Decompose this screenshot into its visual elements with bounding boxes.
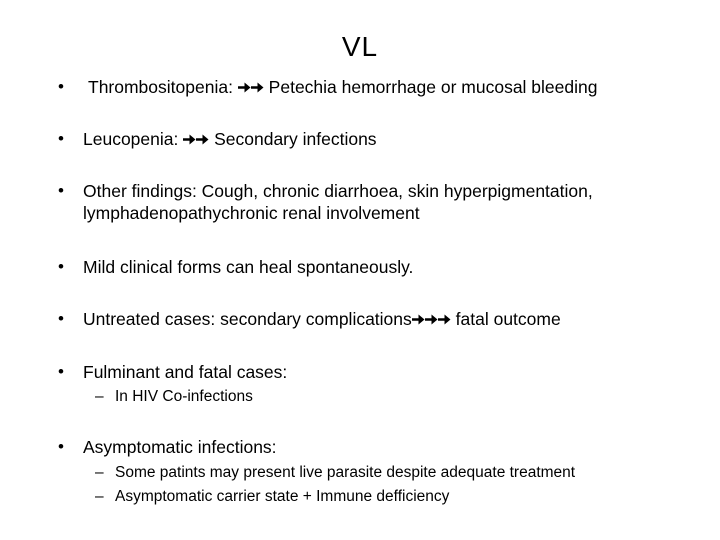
dash-glyph: – — [95, 388, 104, 405]
dash-glyph: – — [95, 488, 104, 505]
slide-title: VL — [341, 31, 379, 62]
right-arrow-icon — [238, 81, 251, 94]
bullet-text-result: Secondary infections — [209, 129, 377, 149]
bullet-text — [83, 180, 703, 224]
bullet-text-result: Petechia hemorrhage or mucosal bleeding — [263, 77, 598, 97]
right-arrow-icon — [425, 313, 438, 326]
bullet-glyph: • — [58, 129, 64, 148]
bullet-text: Fulminant and fatal cases: — [83, 362, 288, 382]
bullet-glyph: • — [58, 309, 64, 328]
bullet-glyph: • — [58, 77, 64, 96]
bullet-glyph: • — [58, 437, 64, 456]
bullet-glyph: • — [58, 362, 64, 381]
sub-item-text: Asymptomatic carrier state + Immune defficiency — [115, 488, 450, 505]
bullet-text-result: fatal outcome — [450, 309, 561, 329]
bullet-text-lead: Thrombositopenia: — [88, 77, 238, 97]
bullet-glyph: • — [58, 181, 64, 200]
bullet-text-line-2: lymphadenopathychronic renal involvement — [83, 203, 420, 223]
right-arrow-icon — [251, 81, 264, 94]
bullet-text-lead: Leucopenia: — [83, 129, 184, 149]
sub-item-text: In HIV Co-infections — [115, 388, 253, 405]
bullet-text-line-1: Other findings: Cough, chronic diarrhoea, skin hyperpigmentation, — [83, 181, 593, 201]
sub-item-text: Some patints may present live parasite despite adequate treatment — [115, 464, 576, 481]
bullet-text — [83, 128, 703, 150]
dash-glyph: – — [95, 464, 104, 481]
bullet-text-lead: Untreated cases: secondary complications — [83, 309, 412, 329]
right-arrow-icon — [412, 313, 425, 326]
right-arrow-icon — [438, 313, 451, 326]
bullet-glyph: • — [58, 257, 64, 276]
bullet-text: Asymptomatic infections: — [83, 437, 277, 457]
bullet-text — [88, 76, 708, 98]
bullet-text: Mild clinical forms can heal spontaneously. — [83, 257, 414, 277]
bullet-text — [83, 308, 703, 330]
right-arrow-icon — [183, 133, 196, 146]
right-arrow-icon — [196, 133, 209, 146]
